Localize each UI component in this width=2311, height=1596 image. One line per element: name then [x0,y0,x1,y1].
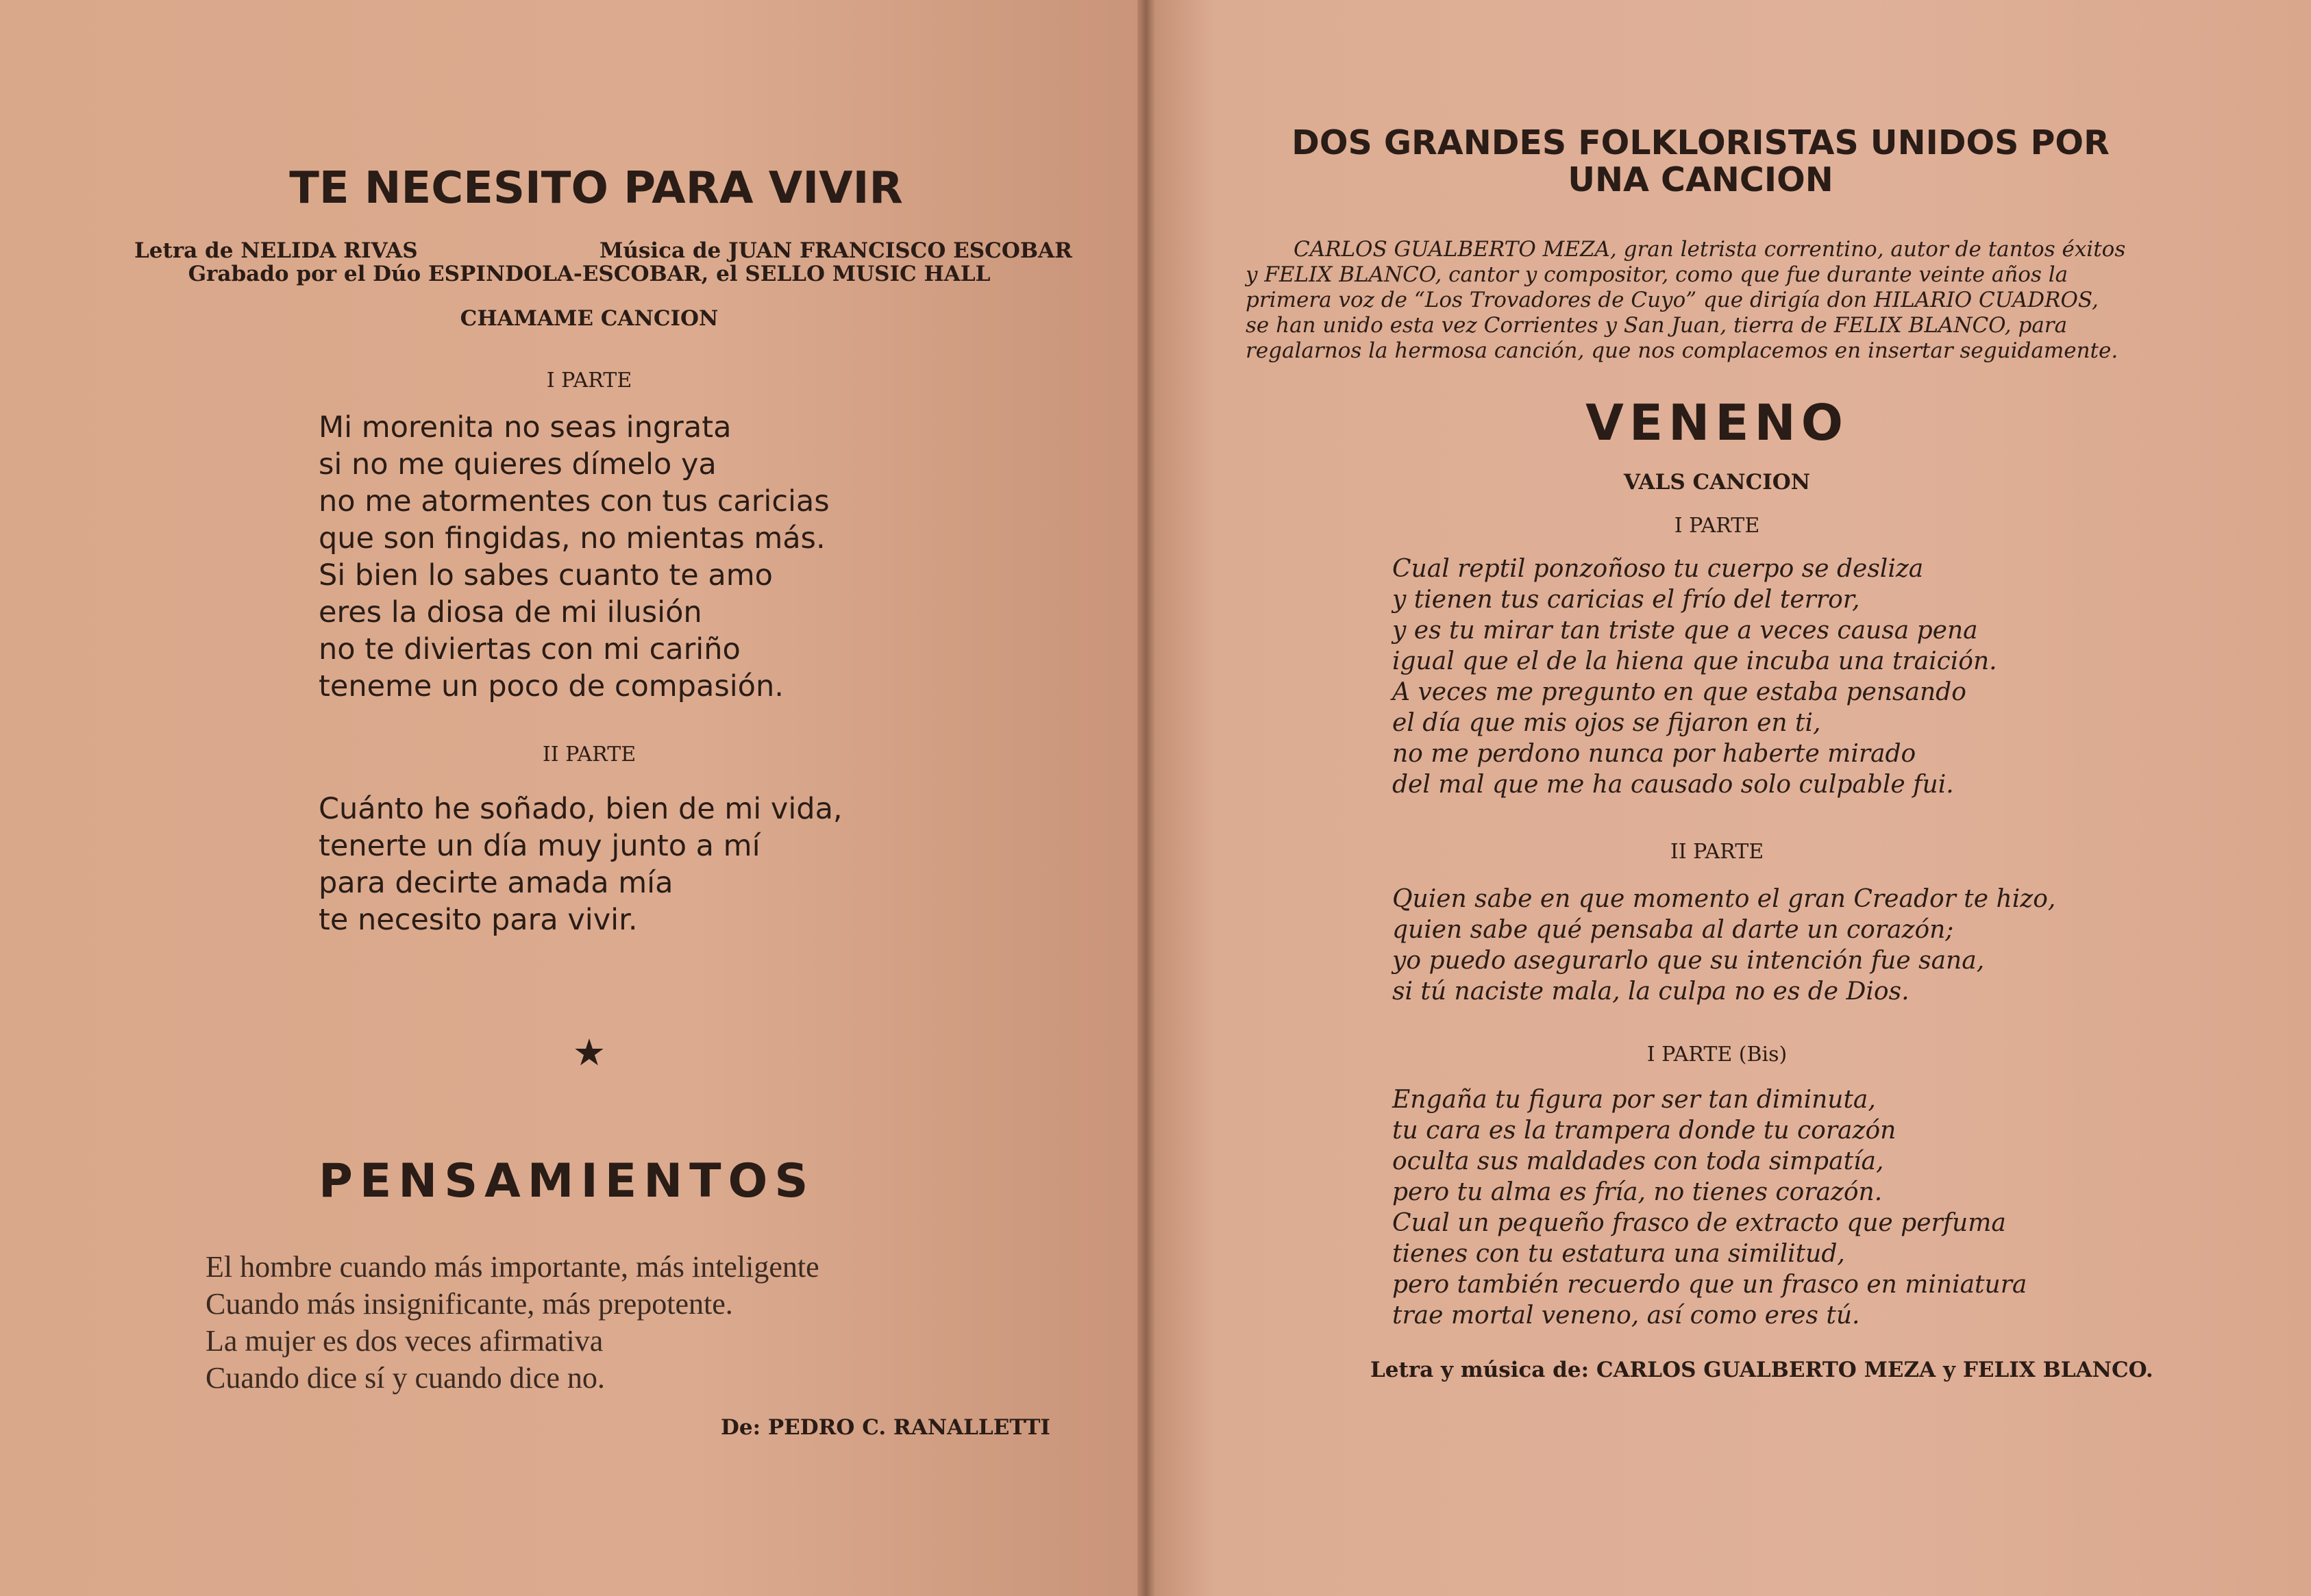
intro-line: regalarnos la hermosa canción, que nos complacemos en insertar seguidamente. [1246,338,2118,363]
song-title: VENENO [1585,394,1849,451]
star-icon: ★ [572,1031,606,1074]
part-2-lyrics [319,790,843,938]
section-title: PENSAMIENTOS [319,1154,815,1208]
lyric-line: oculta sus maldades con toda simpatía, [1392,1147,1884,1175]
part-2-lyrics [1392,884,2055,1007]
thought-line: Cuando más insignificante, más prepotente. [206,1287,733,1321]
song-title: TE NECESITO PARA VIVIR [289,163,903,214]
part-2-label: II PARTE [542,743,637,766]
part-1-label: I PARTE [546,369,632,392]
lyrics-credit: Letra de NELIDA RIVAS [134,238,418,263]
part-3-lyrics [1392,1084,2027,1331]
genre-label: VALS CANCION [1623,470,1811,495]
lyric-line: pero tu alma es fría, no tienes corazón. [1392,1178,1883,1206]
lyric-line: tenerte un día muy junto a mí [319,829,761,863]
intro-line: primera voz de “Los Trovadores de Cuyo” que dirigía don HILARIO CUADROS, [1246,288,2099,312]
lyric-line: si tú naciste mala, la culpa no es de Dios. [1392,977,1910,1006]
part-1-lyrics [319,409,830,705]
lyric-line: igual que el de la hiena que incuba una traición. [1392,647,1997,675]
part-3-label: I PARTE (Bis) [1646,1043,1788,1067]
lyric-line: y tienen tus caricias el frío del terror, [1392,586,1860,614]
music-credit: Música de JUAN FRANCISCO ESCOBAR [600,238,1072,263]
lyric-line: trae mortal veneno, así como eres tú. [1392,1301,1860,1330]
lyric-line: tu cara es la trampera donde tu corazón [1392,1117,1896,1145]
lyric-line: tienes con tu estatura una similitud, [1392,1240,1845,1268]
lyric-line: del mal que me ha causado solo culpable fui. [1392,771,1954,799]
lyric-line: y es tu mirar tan triste que a veces causa pena [1392,616,1978,645]
recording-credit: Grabado por el Dúo ESPINDOLA-ESCOBAR, el SELLO MUSIC HALL [188,262,991,286]
lyric-line: pero también recuerdo que un frasco en miniatura [1392,1271,2027,1299]
intro-paragraph [1246,237,2125,364]
song-credits: Letra y música de: CARLOS GUALBERTO MEZA y FELIX BLANCO. [1370,1358,2153,1382]
lyric-line: Si bien lo sabes cuanto te amo [319,558,773,593]
intro-line: CARLOS GUALBERTO MEZA, gran letrista correntino, autor de tantos éxitos [1294,237,2126,262]
lyric-line: yo puedo asegurarlo que su intención fue sana, [1392,947,1985,975]
lyric-line: que son fingidas, no mientas más. [319,521,826,556]
lyric-line: eres la diosa de mi ilusión [319,595,702,629]
article-title-line-2: UNA CANCION [1568,160,1833,199]
genre-label: CHAMAME CANCION [460,306,719,331]
lyric-line: si no me quieres dímelo ya [319,447,717,482]
thought-line: El hombre cuando más importante, más inteligente [206,1250,819,1284]
lyric-line: Mi morenita no seas ingrata [319,410,732,445]
book-spine [1137,0,1155,1596]
intro-line: se han unido esta vez Corrientes y San Juan, tierra de FELIX BLANCO, para [1246,313,2068,338]
lyric-line: no me perdono nunca por haberte mirado [1392,740,1916,768]
lyric-line: quien sabe qué pensaba al darte un corazón; [1392,916,1954,944]
part-1-lyrics [1392,553,1997,800]
lyric-line: Cuánto he soñado, bien de mi vida, [319,792,843,826]
lyric-line: para decirte amada mía [319,866,673,900]
lyric-line: Quien sabe en que momento el gran Creador te hizo, [1392,885,2056,913]
part-2-label: II PARTE [1670,840,1764,864]
lyric-line: Cual reptil ponzoñoso tu cuerpo se desliza [1392,555,1924,583]
right-page [1146,0,2311,1596]
lyric-line: Engaña tu figura por ser tan diminuta, [1392,1086,1876,1114]
lyric-line: Cual un pequeño frasco de extracto que perfuma [1392,1209,2006,1237]
thought-line: Cuando dice sí y cuando dice no. [206,1361,605,1395]
lyric-line: no te diviertas con mi cariño [319,632,741,666]
left-page [0,0,1146,1596]
part-1-label: I PARTE [1674,514,1760,538]
intro-line: y FELIX BLANCO, cantor y compositor, como que fue durante veinte años la [1246,262,2068,287]
thoughts-author: De: PEDRO C. RANALLETTI [721,1415,1050,1440]
lyric-line: teneme un poco de compasión. [319,669,784,703]
lyric-line: te necesito para vivir. [319,903,638,937]
thought-line: La mujer es dos veces afirmativa [206,1324,604,1358]
lyric-line: A veces me pregunto en que estaba pensando [1392,678,1966,706]
lyric-line: no me atormentes con tus caricias [319,484,830,519]
thoughts [206,1249,819,1397]
article-title-line-1: DOS GRANDES FOLKLORISTAS UNIDOS POR [1292,123,2110,162]
lyric-line: el día que mis ojos se fijaron en ti, [1392,709,1821,737]
